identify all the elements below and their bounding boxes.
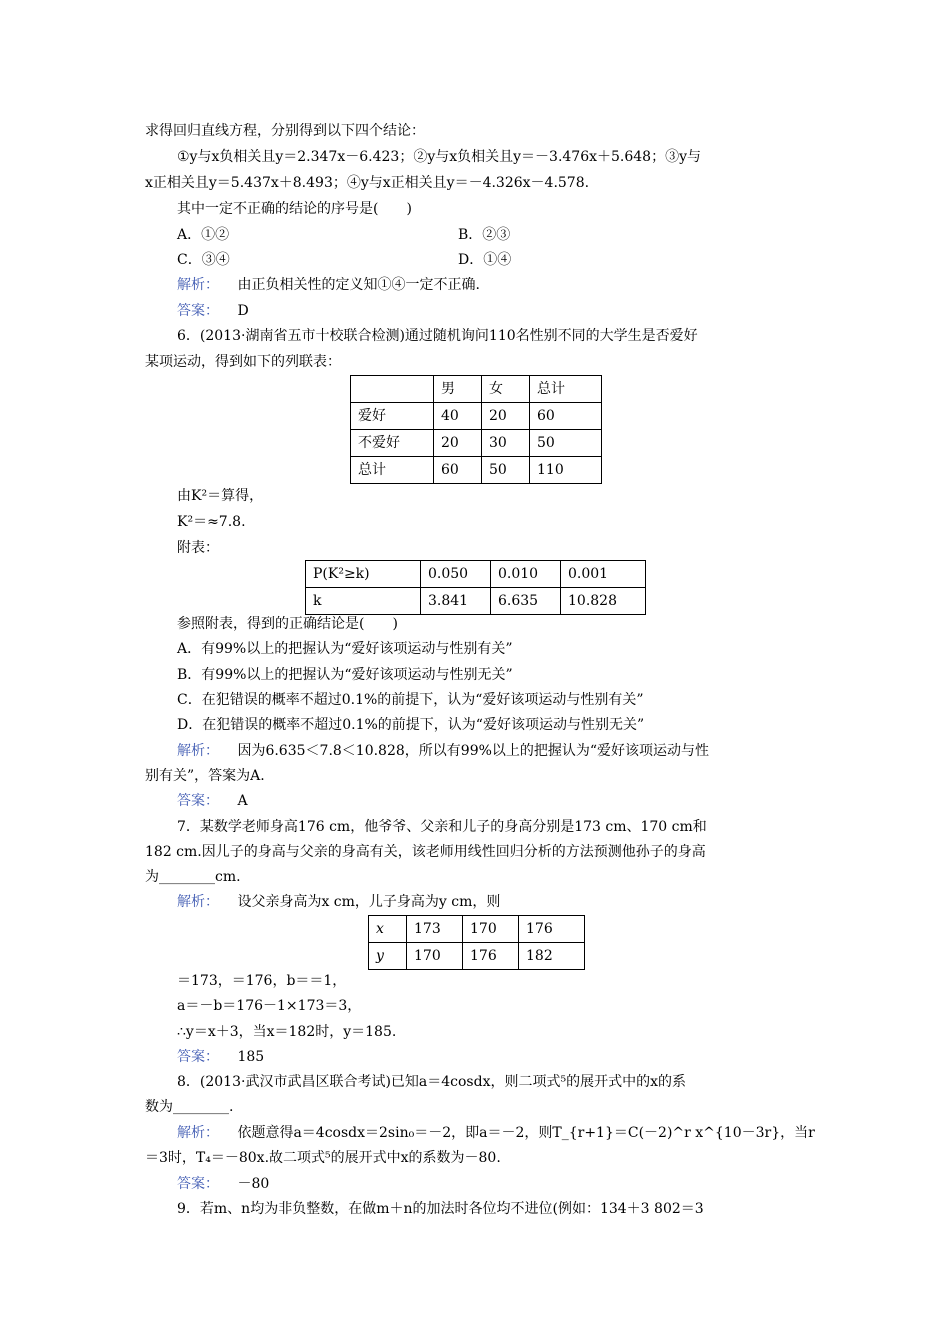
q5-line2: ①y与x负相关且y＝2.347x－6.423；②y与x负相关且y＝－3.476x＋5.648；③y与 [177, 149, 701, 165]
q6-analysis-label: 解析： [177, 743, 219, 759]
table-cell: 20 [434, 430, 482, 457]
table-cell: 0.001 [561, 561, 646, 588]
q5-line4: 其中一定不正确的结论的序号是( ) [177, 201, 412, 217]
q6-line1: 6．(2013·湖南省五市十校联合检测)通过随机询问110名性别不同的大学生是否爱好 [177, 328, 698, 344]
table-row [351, 430, 602, 457]
table-cell: 30 [482, 430, 530, 457]
q7-solution-line3: ∴y＝x＋3，当x＝182时，y＝185. [177, 1024, 397, 1040]
table-cell: 女 [482, 376, 530, 403]
q7-solution-line2: a＝－b＝176－1×173＝3， [177, 998, 362, 1014]
table-row [351, 457, 602, 484]
q5-line1: 求得回归直线方程，分别得到以下四个结论： [145, 123, 425, 139]
q8-analysis-line1: 依题意得a＝4cosdx＝2sin₀＝－2，即a＝－2，则T_{r+1}＝C(－2)^r x^{10－3r}，当r [237, 1125, 815, 1141]
table-cell: 0.010 [491, 561, 561, 588]
table-cell: 50 [482, 457, 530, 484]
q8-answer: －80 [237, 1176, 270, 1192]
table-cell: 10.828 [561, 588, 646, 615]
q8-answer-label: 答案： [177, 1176, 219, 1192]
q6-k2-line1: 由K²＝算得， [177, 488, 264, 504]
table-cell: 40 [434, 403, 482, 430]
q8-analysis-line2: ＝3时，T₄＝－80x.故二项式⁵的展开式中x的系数为－80. [145, 1150, 501, 1166]
table-cell: 50 [530, 430, 602, 457]
q6-answer: A [237, 793, 248, 809]
q6-analysis-line2: 别有关”，答案为A. [145, 768, 265, 784]
q6-prompt: 参照附表，得到的正确结论是( ) [177, 616, 398, 632]
table-row [369, 916, 585, 943]
q6-appendix-label: 附表： [177, 540, 219, 556]
table-cell: x [369, 916, 407, 943]
q6-k2-line2: K²＝≈7.8. [177, 514, 246, 530]
table-cell: 60 [434, 457, 482, 484]
contingency-table [350, 375, 602, 484]
q7-answer: 185 [237, 1049, 265, 1065]
q6-analysis-line1: 因为6.635＜7.8＜10.828，所以有99%以上的把握认为“爱好该项运动与性 [237, 743, 710, 759]
q5-option-a: A．①② [177, 227, 230, 243]
q5-answer-label: 答案： [177, 303, 219, 319]
q6-line2: 某项运动，得到如下的列联表： [145, 354, 341, 370]
q7-line3: 为________cm. [145, 869, 241, 885]
q7-solution-line1: ＝173，＝176，b＝＝1， [177, 973, 347, 989]
table-cell: 20 [482, 403, 530, 430]
q7-analysis: 设父亲身高为x cm，儿子身高为y cm，则 [237, 894, 501, 910]
q5-answer: D [237, 303, 249, 319]
q7-line2: 182 cm.因儿子的身高与父亲的身高有关，该老师用线性回归分析的方法预测他孙子的身高 [145, 844, 706, 860]
q6-option-a: A．有99%以上的把握认为“爱好该项运动与性别有关” [177, 641, 513, 657]
table-cell: 0.050 [421, 561, 491, 588]
q7-line1: 7．某数学老师身高176 cm，他爷爷、父亲和儿子的身高分别是173 cm、170 cm和 [177, 819, 707, 835]
q5-option-b: B．②③ [458, 227, 511, 243]
table-cell: 男 [434, 376, 482, 403]
q8-line1: 8．(2013·武汉市武昌区联合考试)已知a＝4cosdx，则二项式⁵的展开式中的x的系 [177, 1074, 686, 1090]
q8-line2: 数为________. [145, 1099, 234, 1115]
q6-option-c: C．在犯错误的概率不超过0.1%的前提下，认为“爱好该项运动与性别有关” [177, 692, 644, 708]
appendix-table [305, 560, 646, 615]
table-row [351, 376, 602, 403]
q5-option-c: C．③④ [177, 252, 230, 268]
q6-option-b: B．有99%以上的把握认为“爱好该项运动与性别无关” [177, 667, 513, 683]
table-row [306, 588, 646, 615]
table-cell: 60 [530, 403, 602, 430]
table-cell: 总计 [530, 376, 602, 403]
table-cell [351, 376, 434, 403]
q7-data-table [368, 915, 585, 970]
table-cell: 不爱好 [351, 430, 434, 457]
q6-answer-label: 答案： [177, 793, 219, 809]
table-cell: 6.635 [491, 588, 561, 615]
q7-analysis-label: 解析： [177, 894, 219, 910]
table-cell: P(K²≥k) [306, 561, 421, 588]
table-cell: 170 [407, 943, 463, 970]
q5-analysis-label: 解析： [177, 277, 219, 293]
table-cell: k [306, 588, 421, 615]
q9-line1: 9．若m、n均为非负整数，在做m＋n的加法时各位均不进位(例如：134＋3 802＝3 [177, 1201, 704, 1217]
table-cell: 176 [519, 916, 585, 943]
q5-analysis: 由正负相关性的定义知①④一定不正确. [237, 277, 480, 293]
q6-option-d: D．在犯错误的概率不超过0.1%的前提下，认为“爱好该项运动与性别无关” [177, 717, 645, 733]
q5-line3: x正相关且y＝5.437x＋8.493；④y与x正相关且y＝－4.326x－4.578. [145, 175, 590, 191]
q5-option-d: D．①④ [458, 252, 512, 268]
table-cell: 爱好 [351, 403, 434, 430]
table-cell: 3.841 [421, 588, 491, 615]
q8-analysis-label: 解析： [177, 1125, 219, 1141]
table-cell: 170 [463, 916, 519, 943]
table-cell: y [369, 943, 407, 970]
table-row [306, 561, 646, 588]
table-cell: 176 [463, 943, 519, 970]
table-cell: 110 [530, 457, 602, 484]
table-row [351, 403, 602, 430]
table-cell: 182 [519, 943, 585, 970]
q7-answer-label: 答案： [177, 1049, 219, 1065]
table-cell: 总计 [351, 457, 434, 484]
table-cell: 173 [407, 916, 463, 943]
table-row [369, 943, 585, 970]
